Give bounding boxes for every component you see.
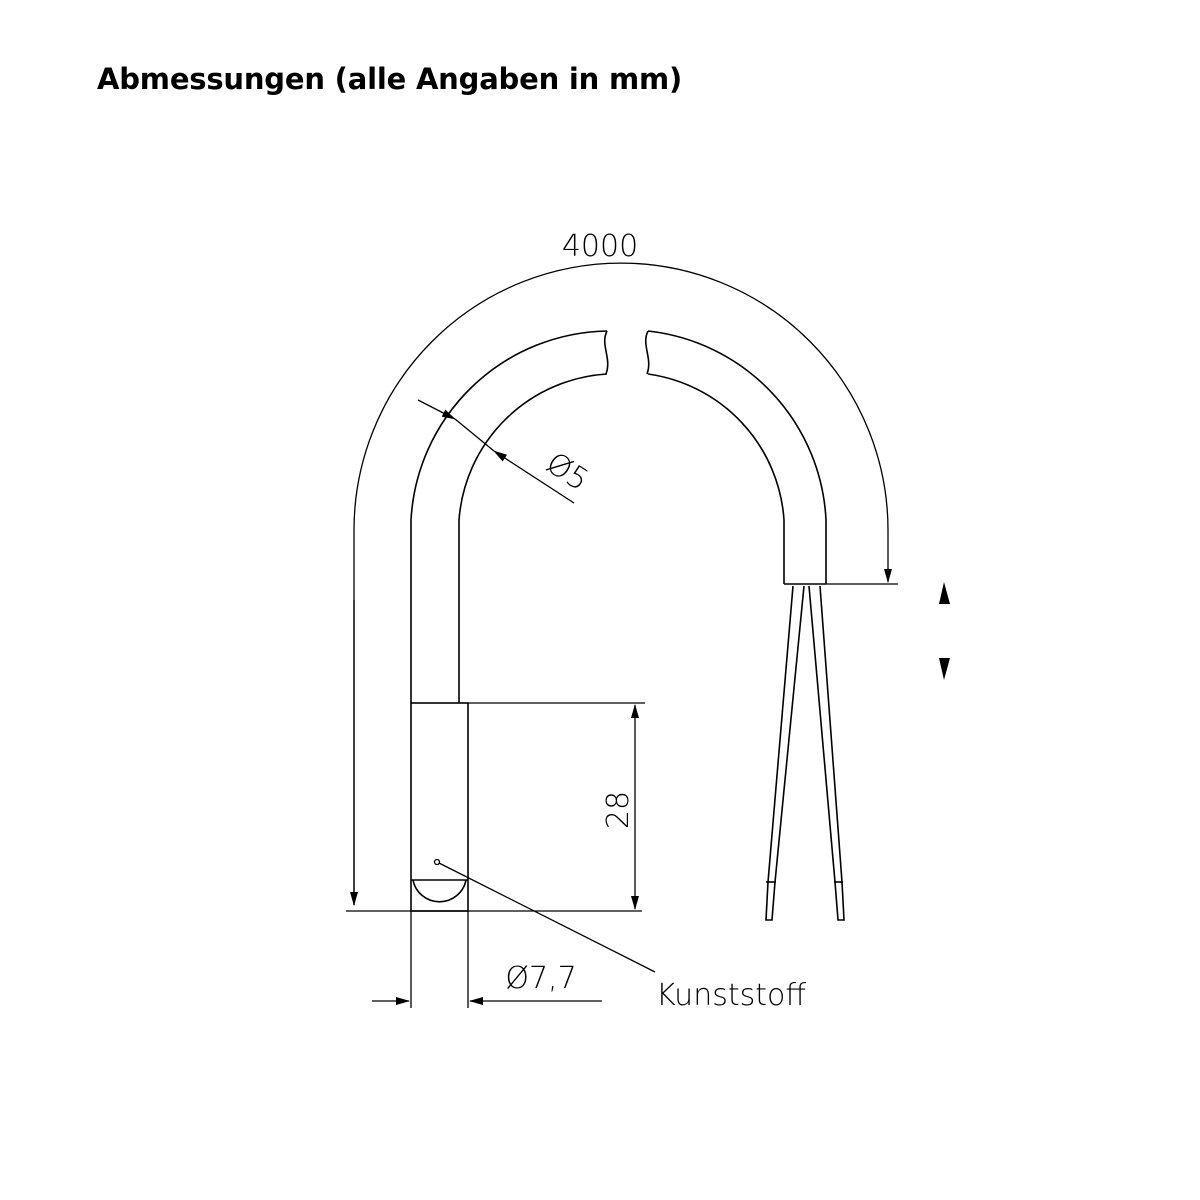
sleeve-length-dimension xyxy=(468,703,645,909)
cable-diameter-label: Ø5 xyxy=(539,445,595,499)
side-arrows xyxy=(939,582,950,680)
page-title: Abmessungen (alle Angaben in mm) xyxy=(97,62,683,96)
arrow-down-icon xyxy=(939,658,950,680)
material-label: Kunststoff xyxy=(656,978,807,1013)
sleeve-length-label: 28 xyxy=(601,790,636,830)
wires xyxy=(766,586,844,920)
cable-diameter-dimension xyxy=(418,400,595,503)
sleeve-diameter-label: Ø7,7 xyxy=(505,961,577,996)
sensor-sleeve xyxy=(411,703,468,911)
arrow-up-icon xyxy=(939,582,950,604)
sleeve-diameter-dimension xyxy=(372,911,602,1008)
material-callout xyxy=(439,863,806,1013)
cable-length-label: 4000 xyxy=(561,229,639,264)
